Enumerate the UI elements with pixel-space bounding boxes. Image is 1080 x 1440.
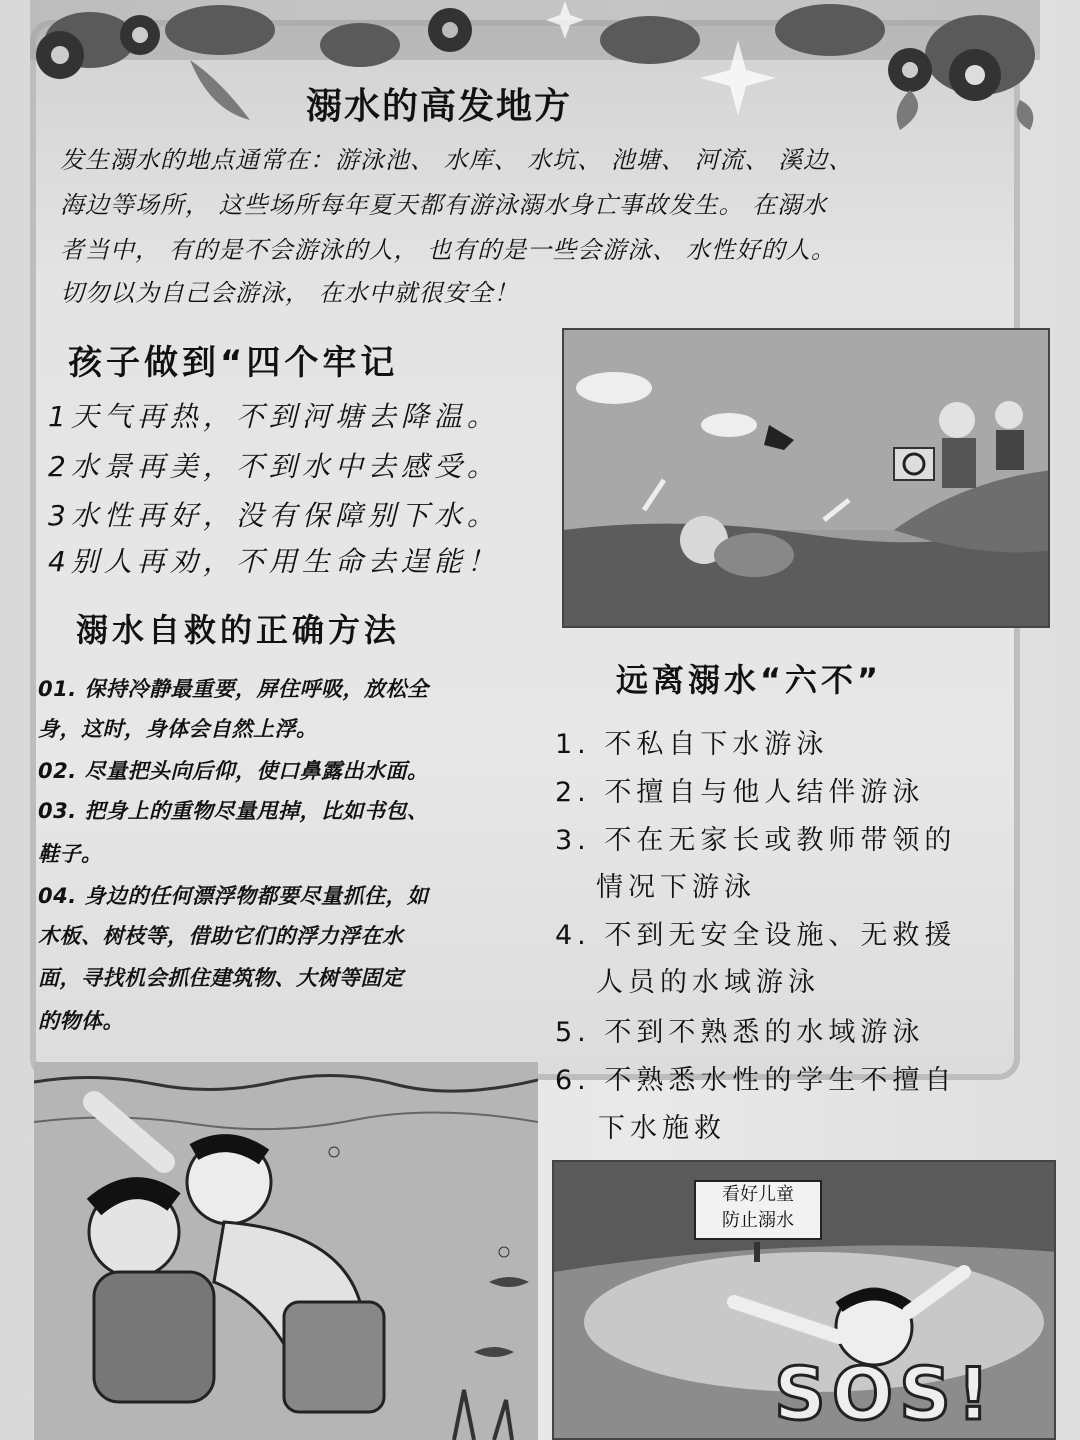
- warning-sign: [694, 1180, 822, 1240]
- intro-line-4: 切勿以为自己会游泳， 在水中就很安全！: [60, 279, 519, 307]
- rescue-illustration: [34, 1062, 538, 1440]
- six-line-8: 6. 不熟悉水性的学生不擅自: [555, 1065, 957, 1096]
- rescue-line-9: 的物体。: [38, 1009, 124, 1033]
- rescue-scene-icon: [34, 1062, 538, 1440]
- rescue-line-4: 03. 把身上的重物尽量甩掉，比如书包、: [38, 799, 429, 823]
- intro-line-2: 海边等场所， 这些场所每年夏天都有游泳溺水身亡事故发生。 在溺水: [60, 191, 828, 219]
- sign-text-line-2: 防止溺水: [722, 1210, 794, 1231]
- page-title: 溺水的高发地方: [306, 86, 573, 127]
- four-item-3: 3水性再好，没有保障别下水。: [48, 499, 500, 532]
- six-line-3: 3. 不在无家长或教师带领的: [555, 825, 957, 856]
- four-item-2: 2水景再美，不到水中去感受。: [48, 450, 500, 483]
- six-dont-heading: 远离溺水“六不”: [616, 661, 883, 699]
- sign-text-line-1: 看好儿童: [722, 1184, 794, 1205]
- four-remember-heading: 孩子做到“四个牢记: [68, 343, 399, 383]
- drowning-scene-1-icon: [564, 330, 1050, 628]
- sos-text: SOS!: [774, 1352, 996, 1436]
- rescue-line-1: 01. 保持冷静最重要，屏住呼吸，放松全: [38, 677, 429, 701]
- six-line-6: 人员的水域游泳: [596, 967, 820, 998]
- six-line-1: 1. 不私自下水游泳: [555, 729, 829, 760]
- rescue-line-8: 面，寻找机会抓住建筑物、大树等固定: [38, 966, 404, 990]
- rescue-line-6: 04. 身边的任何漂浮物都要尽量抓住，如: [38, 884, 429, 908]
- six-line-7: 5. 不到不熟悉的水域游泳: [555, 1017, 925, 1048]
- drowning-illustration-1: [562, 328, 1050, 628]
- rescue-line-7: 木板、树枝等，借助它们的浮力浮在水: [38, 924, 404, 948]
- six-line-2: 2. 不擅自与他人结伴游泳: [555, 777, 925, 808]
- self-rescue-heading: 溺水自救的正确方法: [76, 611, 401, 649]
- four-item-1: 1天气再热，不到河塘去降温。: [48, 400, 500, 433]
- six-line-4: 情况下游泳: [596, 872, 756, 903]
- rescue-line-2: 身，这时，身体会自然上浮。: [38, 717, 318, 741]
- rescue-line-5: 鞋子。: [38, 842, 103, 866]
- six-line-5: 4. 不到无安全设施、无救援: [555, 920, 957, 951]
- rescue-line-3: 02. 尽量把头向后仰，使口鼻露出水面。: [38, 759, 429, 783]
- intro-line-3: 者当中， 有的是不会游泳的人， 也有的是一些会游泳、 水性好的人。: [60, 236, 836, 264]
- four-item-4: 4别人再劝，不用生命去逞能！: [48, 545, 500, 578]
- six-line-9: 下水施救: [598, 1113, 726, 1144]
- intro-line-1: 发生溺水的地点通常在：游泳池、 水库、 水坑、 池塘、 河流、 溪边、: [60, 146, 854, 174]
- sos-illustration: [552, 1160, 1056, 1440]
